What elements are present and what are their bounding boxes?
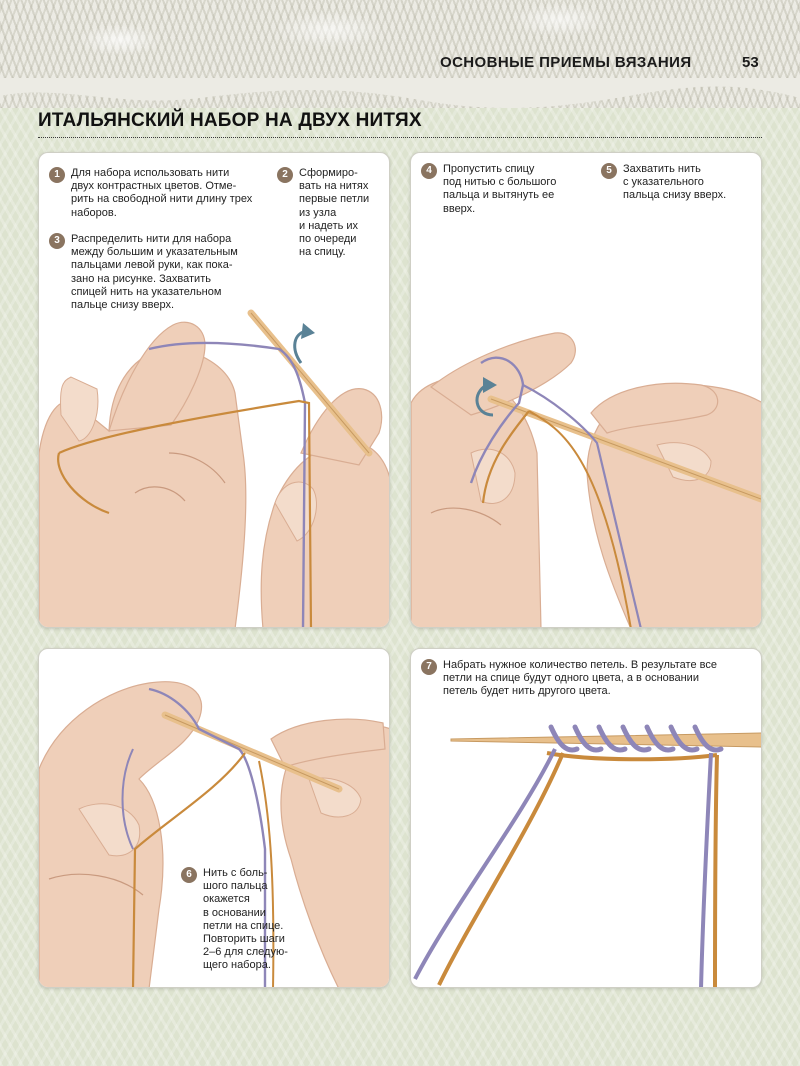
step-2 <box>277 167 387 259</box>
illustration-hands-steps-4-5 <box>411 153 762 628</box>
step-badge: 4 <box>421 163 437 179</box>
title-rule <box>38 137 762 138</box>
step-text: Распределить нити для набора между большим и указательным пальцами левой руки, как пока- зано на рисунке. Захватить спицей нить на указательном пальце снизу вверх. <box>71 233 238 312</box>
panel-step-7 <box>410 648 762 988</box>
step-badge: 6 <box>181 867 197 883</box>
running-head: ОСНОВНЫЕ ПРИЕМЫ ВЯЗАНИЯ <box>440 54 692 71</box>
step-text: Нить с боль- шого пальца окажется в основании петли на спице. Повторить шаги 2–6 для следую- щего набора. <box>203 867 288 972</box>
page-number: 53 <box>742 54 759 71</box>
step-5 <box>601 163 761 203</box>
step-6 <box>181 867 311 973</box>
panel-steps-4-5 <box>410 152 762 628</box>
step-4 <box>421 163 591 216</box>
section-title: ИТАЛЬЯНСКИЙ НАБОР НА ДВУХ НИТЯХ <box>38 110 422 131</box>
step-badge: 3 <box>49 233 65 249</box>
step-badge: 5 <box>601 163 617 179</box>
illustration-cast-on-result <box>411 649 762 988</box>
knit-band-wave-edge <box>0 78 800 112</box>
panel-step-6 <box>38 648 390 988</box>
step-text: Для набора использовать нити двух контрастных цветов. Отме- рить на свободной нити длину трех наборов. <box>71 167 253 219</box>
step-7 <box>421 659 761 699</box>
step-badge: 1 <box>49 167 65 183</box>
step-text: Захватить нить с указательного пальца снизу вверх. <box>623 163 727 202</box>
step-3 <box>49 233 289 312</box>
step-text: Набрать нужное количество петель. В результате все петли на спице будут одного цвета, а в основании петель будет нить другого цвета. <box>443 659 717 698</box>
panel-steps-1-3 <box>38 152 390 628</box>
step-badge: 7 <box>421 659 437 675</box>
step-1 <box>49 167 289 220</box>
step-text: Сформиро- вать на нитях первые петли из узла и надеть их по очереди на спицу. <box>299 167 370 259</box>
step-badge: 2 <box>277 167 293 183</box>
step-text: Пропустить спицу под нитью с большого пальца и вытянуть ее вверх. <box>443 163 557 215</box>
